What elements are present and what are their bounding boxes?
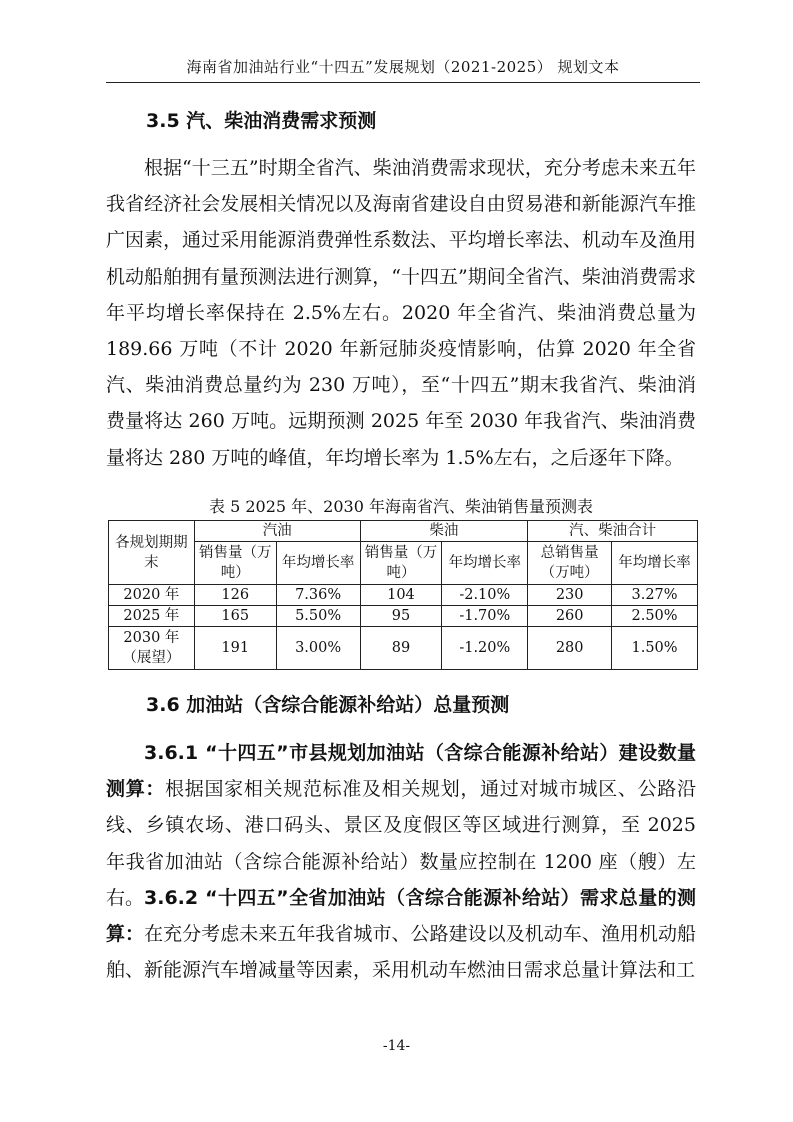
page-header: 海南省加油站行业“十四五”发展规划（2021-2025） 规划文本	[106, 52, 700, 83]
paragraph-3-5-text: 根据“十三五”时期全省汽、柴油消费需求现状，充分考虑未来五年我省经济社会发展相关情况以及海南省建设自由贸易港和新能源汽车推广因素，通过采用能源消费弹性系数法、平均增长率法、机动车及渔用机动船舶拥有量预测法进行测算，“十四五”期间全省汽、柴油消费需求年平均增长率保持在 2.5%左右。2020 年全省汽、柴油消费总量为 189.66 万吨（不计 2020 年新冠肺炎疫情影响，估算 2020 年全省汽、柴油消费总量约为 230 万吨），至“十四五”期末我省汽、柴油消费量将达 260 万吨。远期预测 2025 年至 2030 年我省汽、柴油消费量将达 280 万吨的峰值，年均增长率为 1.5%左右，之后逐年下降。	[106, 157, 696, 469]
subheader-cell: 销售量（万吨）	[194, 542, 276, 585]
paragraph-3-6-1-text: 根据国家相关规范标准及相关规划，通过对城市城区、公路沿线、乡镇农场、港口码头、景区及度假区等区域进行测算，至 2025 年我省加油站（含综合能源补给站）数量应控制在 1200 座（艘）左右。	[106, 778, 696, 909]
page-number: -14-	[382, 1038, 411, 1054]
paragraph-3-6-2-text: 在充分考虑未来五年我省城市、公路建设以及机动车、渔用机动船舶、新能源汽车增减量等因素，采用机动车燃油日需求总量计算法和工	[106, 923, 696, 982]
subheader-cell: 年均增长率	[276, 542, 360, 585]
section-heading-3-5: 3.5 汽、柴油消费需求预测	[146, 110, 377, 132]
group-header-gasoline: 汽油	[194, 521, 360, 542]
value-cell: 1.50%	[612, 627, 698, 670]
paragraph-3-5	[106, 150, 696, 476]
table-subheader-row	[109, 542, 698, 585]
subheader-cell: 销售量（万吨）	[360, 542, 442, 585]
value-cell: 230	[528, 585, 612, 606]
value-cell: 126	[194, 585, 276, 606]
paragraph-3-6-2	[106, 880, 696, 989]
value-cell: 191	[194, 627, 276, 670]
table-row	[109, 606, 698, 627]
value-cell: -1.70%	[442, 606, 528, 627]
value-cell: 260	[528, 606, 612, 627]
value-cell: 95	[360, 606, 442, 627]
value-cell: 3.27%	[612, 585, 698, 606]
period-cell: 2020 年	[109, 585, 195, 606]
period-cell: 2025 年	[109, 606, 195, 627]
value-cell: -1.20%	[442, 627, 528, 670]
value-cell: 165	[194, 606, 276, 627]
period-cell: 2030 年（展望）	[109, 627, 195, 670]
table-row	[109, 585, 698, 606]
value-cell: 104	[360, 585, 442, 606]
subsection-lead-3-6-1: 3.6.1 “十四五”市县规划加油站（含综合能源补给站）建设数量测算：	[106, 742, 696, 801]
value-cell: -2.10%	[442, 585, 528, 606]
group-header-total: 汽、柴油合计	[528, 521, 698, 542]
value-cell: 2.50%	[612, 606, 698, 627]
value-cell: 280	[528, 627, 612, 670]
subheader-cell: 总销售量（万吨）	[528, 542, 612, 585]
value-cell: 7.36%	[276, 585, 360, 606]
subheader-cell: 年均增长率	[442, 542, 528, 585]
value-cell: 89	[360, 627, 442, 670]
table-caption: 表 5 2025 年、2030 年海南省汽、柴油销售量预测表	[209, 497, 593, 516]
table-group-header-row	[109, 521, 698, 542]
section-heading-3-6: 3.6 加油站（含综合能源补给站）总量预测	[146, 694, 510, 716]
table-row	[109, 627, 698, 670]
period-header: 各规划期期末	[109, 521, 195, 585]
subsection-lead-3-6-2: 3.6.2 “十四五”全省加油站（含综合能源补给站）需求总量的测算：	[106, 887, 696, 946]
value-cell: 5.50%	[276, 606, 360, 627]
group-header-diesel: 柴油	[360, 521, 528, 542]
forecast-table	[108, 520, 698, 670]
value-cell: 3.00%	[276, 627, 360, 670]
subheader-cell: 年均增长率	[612, 542, 698, 585]
